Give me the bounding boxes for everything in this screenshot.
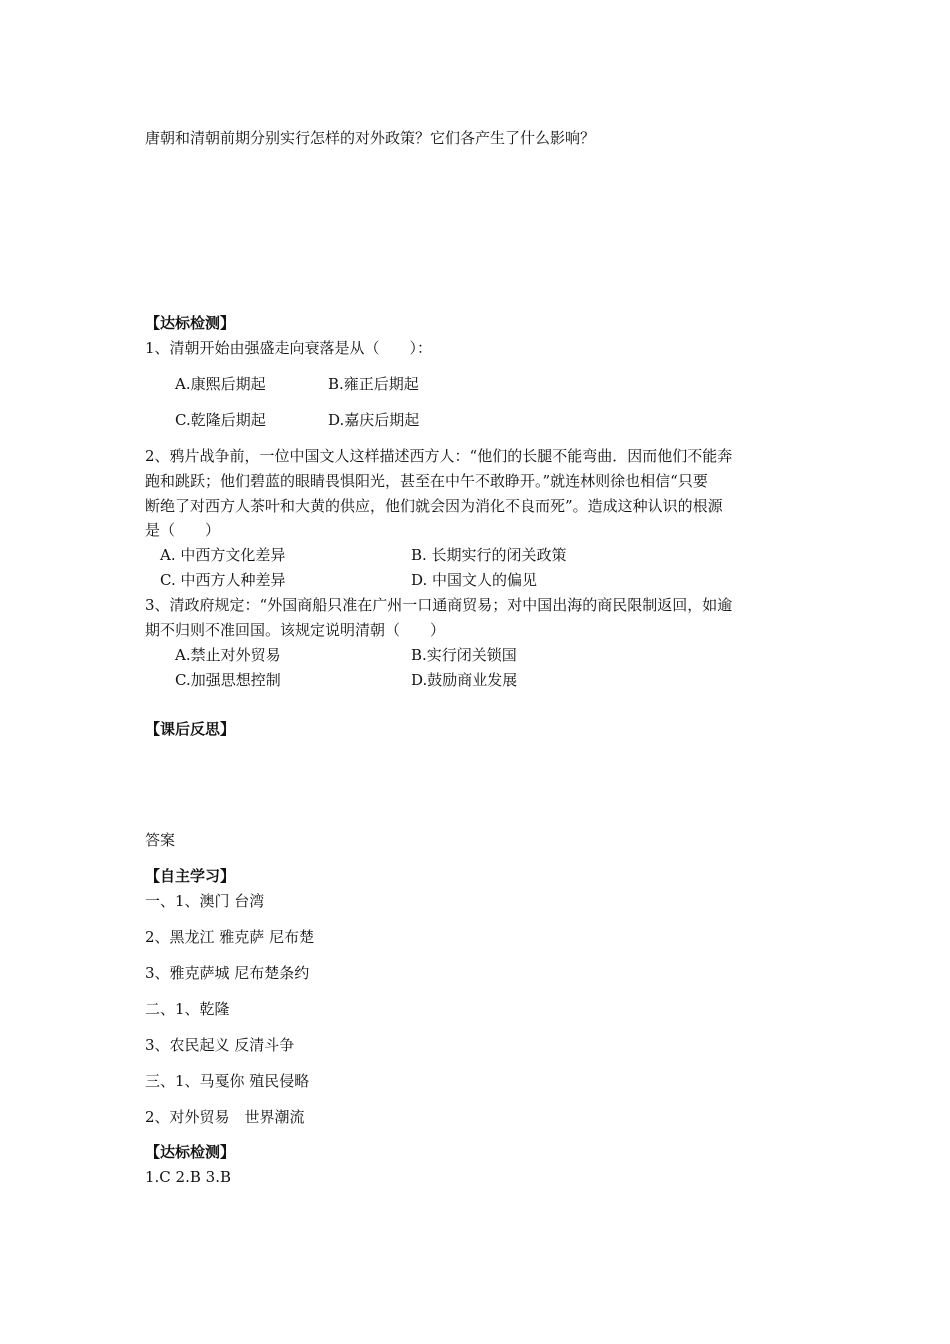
q3-stem-line-1: 3、清政府规定：“外国商船只准在广州一口通商贸易；对中国出海的商民限制返回，如逾	[145, 596, 733, 614]
section-heading-test: 【达标检测】	[145, 314, 236, 332]
answer-line: 一、1、澳门 台湾	[145, 892, 265, 910]
section-heading-reflect: 【课后反思】	[145, 720, 236, 738]
q2-stem-line-2: 跑和跳跃；他们碧蓝的眼睛畏惧阳光，甚至在中午不敢睁开。”就连林则徐也相信“只要	[145, 472, 708, 490]
q2-stem-line-4: 是（ ）	[145, 521, 221, 539]
q2-option-d: D. 中国文人的偏见	[411, 571, 538, 589]
q3-stem-line-2: 期不归则不准回国。该规定说明清朝（ ）	[145, 621, 446, 639]
q1-option-a: A.康熙后期起	[175, 375, 266, 393]
q1-option-d: D.嘉庆后期起	[328, 411, 420, 429]
q2-option-c: C. 中西方人种差异	[160, 571, 286, 589]
q2-option-a: A. 中西方文化差异	[160, 546, 286, 564]
answer-line: 3、雅克萨城 尼布楚条约	[145, 964, 310, 982]
q2-stem-line-1: 2、鸦片战争前，一位中国文人这样描述西方人：“他们的长腿不能弯曲．因而他们不能奔	[145, 447, 733, 465]
answers-test-values: 1.C 2.B 3.B	[145, 1168, 231, 1186]
q1-option-c: C.乾隆后期起	[175, 411, 266, 429]
q1-stem: 1、清朝开始由强盛走向衰落是从（ ）：	[145, 339, 433, 357]
q2-stem-line-3: 断绝了对西方人茶叶和大黄的供应，他们就会因为消化不良而死”。造成这种认识的根源	[145, 497, 723, 515]
q3-option-c: C.加强思想控制	[175, 671, 281, 689]
q3-option-b: B.实行闭关锁国	[411, 646, 517, 664]
answer-line: 二、1、乾隆	[145, 1000, 230, 1018]
answer-line: 3、农民起义 反清斗争	[145, 1036, 295, 1054]
q3-option-a: A.禁止对外贸易	[175, 646, 281, 664]
answer-line: 三、1、马戛你 殖民侵略	[145, 1072, 310, 1090]
answer-line: 2、黑龙江 雅克萨 尼布楚	[145, 928, 315, 946]
q2-option-b: B. 长期实行的闭关政策	[411, 546, 567, 564]
q3-option-d: D.鼓励商业发展	[411, 671, 518, 689]
answers-test-heading: 【达标检测】	[145, 1143, 236, 1161]
answer-line: 2、对外贸易 世界潮流	[145, 1108, 305, 1126]
answers-self-study-heading: 【自主学习】	[145, 867, 236, 885]
answers-title: 答案	[145, 831, 176, 849]
open-question: 唐朝和清朝前期分别实行怎样的对外政策？它们各产生了什么影响？	[145, 129, 596, 147]
q1-option-b: B.雍正后期起	[328, 375, 419, 393]
